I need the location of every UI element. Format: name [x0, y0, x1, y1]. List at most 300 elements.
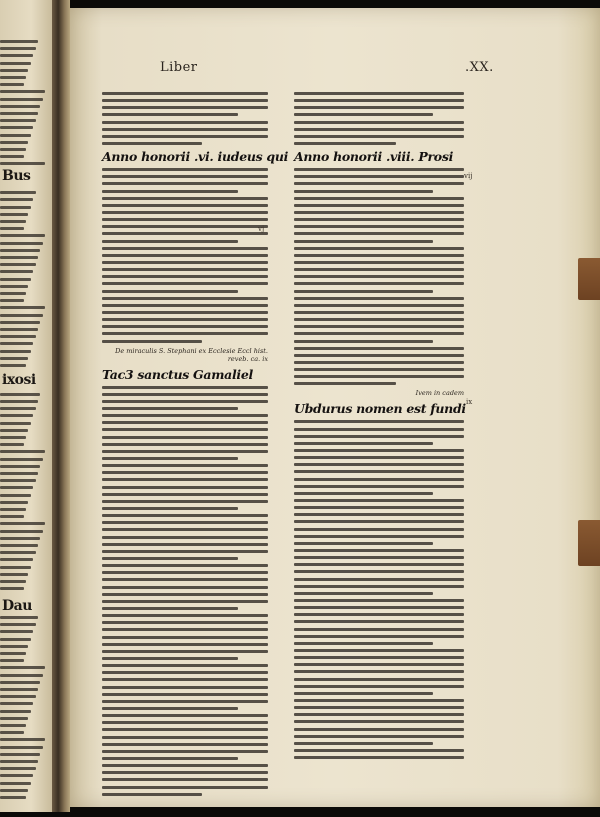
text-line — [294, 742, 433, 745]
text-line — [294, 247, 464, 250]
text-line — [294, 368, 464, 371]
text-line — [294, 549, 464, 552]
text-line — [0, 472, 38, 475]
text-line — [102, 650, 268, 653]
text-line — [294, 470, 464, 473]
text-line — [102, 436, 268, 439]
text-line — [102, 218, 268, 221]
text-line — [102, 621, 268, 624]
text-line — [102, 486, 268, 489]
text-line — [0, 681, 40, 684]
text-line — [102, 99, 268, 102]
running-head-left: Liber — [160, 60, 198, 75]
text-line — [294, 478, 464, 481]
text-line — [294, 420, 464, 423]
text-block — [294, 92, 464, 145]
text-line — [102, 311, 268, 314]
text-line — [0, 162, 45, 165]
text-line — [294, 542, 433, 545]
text-line — [102, 721, 268, 724]
text-line — [102, 693, 268, 696]
text-line — [102, 254, 268, 257]
text-line — [102, 528, 268, 531]
text-line — [102, 636, 268, 639]
section-attribution: De miraculis S. Stephani ex Ecclesie Eccl hist. reveb. ca. ix — [115, 346, 268, 363]
text-line — [102, 407, 238, 410]
text-line — [102, 168, 268, 171]
text-line — [102, 600, 268, 603]
text-line — [0, 652, 26, 655]
text-line — [294, 528, 464, 531]
text-line — [0, 134, 31, 137]
text-line — [0, 364, 26, 367]
text-line — [102, 736, 268, 739]
text-line — [0, 76, 26, 79]
text-block — [102, 386, 268, 796]
text-line — [102, 182, 268, 185]
text-line — [102, 728, 268, 731]
text-line — [0, 270, 33, 273]
section-heading: Ubdurus nomen est fundi — [294, 401, 466, 417]
text-line — [294, 128, 464, 131]
text-line — [294, 318, 464, 321]
text-line — [102, 464, 268, 467]
text-line — [294, 520, 464, 523]
text-line — [102, 340, 202, 343]
text-column-right — [294, 92, 464, 763]
text-line — [102, 757, 238, 760]
text-line — [294, 756, 464, 759]
text-line — [294, 728, 464, 731]
text-line — [102, 304, 268, 307]
text-line — [294, 347, 464, 350]
section-heading: Anno honorii .viii. Prosi — [294, 149, 454, 165]
text-line — [294, 332, 464, 335]
text-line — [294, 599, 464, 602]
text-line — [294, 340, 433, 343]
text-line — [0, 83, 24, 86]
text-line — [102, 507, 238, 510]
text-line — [294, 106, 464, 109]
text-line — [102, 593, 268, 596]
text-line — [0, 580, 26, 583]
text-line — [0, 731, 24, 734]
text-line — [294, 435, 464, 438]
text-block — [294, 168, 464, 385]
text-line — [294, 706, 464, 709]
text-line — [0, 616, 38, 619]
text-line — [0, 717, 28, 720]
text-line — [294, 556, 464, 559]
text-line — [102, 771, 268, 774]
book-binding — [52, 0, 70, 812]
text-line — [0, 328, 38, 331]
text-line — [102, 393, 268, 396]
text-line — [0, 530, 43, 533]
text-line — [294, 218, 464, 221]
text-line — [294, 190, 433, 193]
text-line — [0, 414, 33, 417]
text-line — [294, 628, 464, 631]
text-line — [0, 62, 31, 65]
text-line — [294, 713, 464, 716]
text-line — [0, 400, 38, 403]
text-line — [0, 357, 28, 360]
text-line — [102, 514, 268, 517]
text-line — [294, 578, 464, 581]
text-line — [102, 550, 268, 553]
text-line — [102, 386, 268, 389]
text-line — [0, 155, 24, 158]
text-line — [102, 500, 268, 503]
text-line — [294, 290, 433, 293]
left-page-word: Bus — [2, 168, 31, 184]
text-line — [294, 592, 433, 595]
text-line — [0, 587, 24, 590]
text-line — [102, 607, 238, 610]
text-line — [0, 263, 36, 266]
text-line — [0, 436, 26, 439]
text-line — [0, 234, 45, 237]
text-line — [294, 449, 464, 452]
text-line — [0, 458, 43, 461]
text-line — [102, 743, 268, 746]
text-line — [0, 479, 36, 482]
text-line — [102, 325, 268, 328]
text-line — [102, 700, 268, 703]
section-attribution: Ivem in cadem — [415, 389, 464, 398]
text-line — [294, 485, 464, 488]
text-line — [294, 456, 464, 459]
text-line — [0, 623, 36, 626]
text-line — [0, 335, 36, 338]
text-line — [294, 649, 464, 652]
text-line — [0, 98, 43, 101]
text-line — [0, 494, 31, 497]
text-line — [294, 585, 464, 588]
text-line — [0, 688, 38, 691]
text-line — [0, 69, 28, 72]
text-line — [294, 92, 464, 95]
text-block — [294, 420, 464, 759]
text-line — [102, 707, 238, 710]
text-line — [102, 664, 268, 667]
text-line — [0, 306, 45, 309]
text-line — [294, 254, 464, 257]
text-line — [102, 450, 268, 453]
text-line — [102, 318, 268, 321]
text-line — [0, 105, 40, 108]
text-line — [294, 382, 396, 385]
text-line — [102, 750, 268, 753]
text-line — [294, 570, 464, 573]
text-line — [294, 182, 464, 185]
text-line — [294, 232, 464, 235]
text-line — [0, 558, 33, 561]
text-line — [0, 213, 28, 216]
text-line — [0, 695, 36, 698]
text-line — [0, 674, 43, 677]
text-line — [0, 198, 33, 201]
text-line — [102, 543, 268, 546]
text-line — [102, 421, 268, 424]
text-line — [102, 571, 268, 574]
text-line — [0, 710, 31, 713]
text-line — [0, 119, 36, 122]
text-line — [102, 197, 268, 200]
text-line — [0, 148, 26, 151]
text-line — [102, 135, 268, 138]
text-line — [102, 564, 268, 567]
text-line — [102, 557, 238, 560]
text-line — [294, 268, 464, 271]
text-line — [294, 535, 464, 538]
section-heading: Tac3 sanctus Gamaliel — [102, 366, 253, 382]
running-head-right: .XX. — [465, 60, 494, 75]
text-line — [0, 227, 24, 230]
text-line — [102, 714, 268, 717]
text-line — [102, 175, 268, 178]
text-line — [294, 282, 464, 285]
text-line — [102, 793, 202, 796]
text-line — [102, 211, 268, 214]
text-line — [0, 321, 40, 324]
text-line — [102, 297, 268, 300]
text-line — [102, 614, 268, 617]
text-line — [294, 113, 433, 116]
left-page-word: ixosi — [2, 372, 36, 388]
text-line — [0, 443, 24, 446]
text-line — [0, 796, 26, 799]
text-line — [102, 457, 238, 460]
text-line — [0, 285, 28, 288]
text-line — [294, 492, 433, 495]
text-line — [294, 197, 464, 200]
text-line — [102, 536, 268, 539]
text-line — [0, 659, 24, 662]
text-line — [0, 724, 26, 727]
text-line — [0, 753, 40, 756]
text-line — [102, 628, 268, 631]
text-line — [102, 275, 268, 278]
text-line — [0, 465, 40, 468]
text-line — [102, 290, 238, 293]
text-line — [294, 749, 464, 752]
text-line — [294, 304, 464, 307]
marginal-number: ix — [466, 398, 473, 406]
text-line — [0, 630, 33, 633]
text-line — [0, 774, 33, 777]
text-line — [102, 778, 268, 781]
text-line — [0, 407, 36, 410]
text-line — [102, 282, 268, 285]
text-line — [0, 242, 43, 245]
text-line — [0, 638, 31, 641]
text-line — [0, 393, 40, 396]
text-line — [102, 443, 268, 446]
text-line — [294, 499, 464, 502]
text-line — [102, 671, 268, 674]
text-line — [102, 521, 268, 524]
text-line — [102, 414, 268, 417]
text-line — [294, 311, 464, 314]
text-line — [102, 225, 268, 228]
text-line — [294, 325, 464, 328]
text-line — [294, 670, 464, 673]
text-line — [102, 764, 268, 767]
text-line — [0, 342, 33, 345]
text-line — [102, 332, 268, 335]
text-line — [294, 735, 464, 738]
text-line — [294, 121, 464, 124]
text-line — [102, 578, 268, 581]
text-line — [0, 191, 36, 194]
text-line — [102, 786, 268, 789]
text-line — [294, 442, 433, 445]
text-line — [294, 663, 464, 666]
text-line — [102, 268, 268, 271]
text-line — [294, 428, 464, 431]
text-line — [0, 90, 45, 93]
text-line — [294, 656, 464, 659]
text-line — [0, 760, 38, 763]
text-line — [102, 428, 268, 431]
text-line — [0, 249, 40, 252]
text-line — [0, 702, 33, 705]
text-line — [0, 292, 26, 295]
section-heading: Anno honorii .vi. iudeus qui — [102, 149, 289, 165]
text-line — [0, 206, 31, 209]
text-line — [102, 240, 238, 243]
text-block — [102, 168, 268, 342]
text-block — [102, 92, 268, 145]
text-line — [294, 375, 464, 378]
text-line — [294, 361, 464, 364]
text-line — [0, 501, 28, 504]
text-line — [0, 645, 28, 648]
text-line — [294, 692, 433, 695]
text-line — [102, 128, 268, 131]
text-column-left — [102, 92, 289, 800]
text-line — [0, 782, 31, 785]
text-line — [0, 515, 24, 518]
text-line — [294, 211, 464, 214]
text-line — [0, 112, 38, 115]
marginal-number: vj — [258, 225, 265, 233]
text-line — [0, 220, 26, 223]
text-line — [294, 678, 464, 681]
text-line — [102, 142, 202, 145]
text-line — [0, 47, 36, 50]
text-line — [102, 261, 268, 264]
text-line — [0, 666, 45, 669]
text-line — [0, 486, 33, 489]
text-line — [0, 314, 43, 317]
text-line — [102, 92, 268, 95]
text-line — [102, 121, 268, 124]
text-line — [294, 142, 396, 145]
text-line — [294, 685, 464, 688]
text-line — [0, 746, 43, 749]
text-line — [0, 350, 31, 353]
text-line — [294, 606, 464, 609]
left-facing-page — [0, 0, 52, 812]
text-line — [294, 613, 464, 616]
text-line — [294, 275, 464, 278]
marginal-number: vij — [464, 172, 473, 180]
text-line — [0, 422, 31, 425]
leather-clasp — [578, 258, 600, 300]
text-line — [0, 738, 45, 741]
text-line — [0, 126, 33, 129]
text-line — [102, 113, 238, 116]
text-line — [294, 261, 464, 264]
text-line — [102, 204, 268, 207]
left-page-word: Dau — [2, 598, 32, 614]
text-line — [0, 141, 28, 144]
text-line — [294, 99, 464, 102]
text-line — [102, 190, 238, 193]
text-line — [0, 573, 28, 576]
text-line — [102, 686, 268, 689]
text-line — [0, 522, 45, 525]
text-line — [0, 40, 38, 43]
text-line — [294, 135, 464, 138]
text-line — [102, 106, 268, 109]
text-line — [294, 513, 464, 516]
text-line — [294, 463, 464, 466]
text-line — [0, 54, 33, 57]
text-line — [102, 232, 268, 235]
leather-clasp — [578, 520, 600, 566]
text-line — [294, 635, 464, 638]
text-line — [102, 678, 268, 681]
text-line — [0, 429, 28, 432]
text-line — [294, 175, 464, 178]
text-line — [0, 544, 38, 547]
text-line — [102, 478, 268, 481]
text-line — [0, 537, 40, 540]
text-line — [294, 699, 464, 702]
text-line — [294, 642, 433, 645]
text-line — [294, 563, 464, 566]
text-line — [102, 586, 268, 589]
text-line — [294, 720, 464, 723]
text-line — [0, 450, 45, 453]
text-line — [102, 247, 268, 250]
text-line — [0, 508, 26, 511]
text-line — [102, 643, 268, 646]
text-line — [102, 471, 268, 474]
text-line — [294, 225, 464, 228]
text-line — [0, 551, 36, 554]
text-line — [294, 354, 464, 357]
text-line — [294, 240, 433, 243]
text-line — [0, 256, 38, 259]
text-line — [294, 297, 464, 300]
text-line — [0, 767, 36, 770]
text-line — [294, 204, 464, 207]
text-line — [102, 400, 268, 403]
text-line — [0, 789, 28, 792]
text-line — [102, 493, 268, 496]
text-line — [0, 278, 31, 281]
text-line — [294, 620, 464, 623]
text-line — [294, 168, 464, 171]
text-line — [0, 299, 24, 302]
text-line — [294, 506, 464, 509]
text-line — [102, 657, 238, 660]
